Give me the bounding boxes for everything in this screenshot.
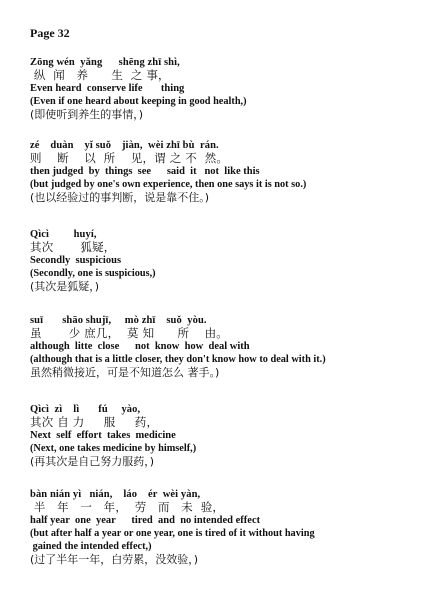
- modern-chinese-line: 虽然稍微接近，可是不知道怎么 著手。): [30, 366, 220, 379]
- chinese-line: 则 断 以 所 见，谓 之 不 然。: [30, 151, 229, 165]
- verse-block: [30, 56, 419, 121]
- verse-block: [30, 403, 419, 468]
- modern-chinese-line: (过了半年一年，白劳累，没效验，): [30, 553, 199, 566]
- gloss-line: Next self effort takes medicine: [30, 430, 176, 441]
- translation-line: (although that is a little closer, they don't know how to deal with it.): [30, 354, 326, 365]
- translation-line: (but judged by one's own experience, then one says it is not so.): [30, 179, 307, 190]
- translation-line: (Secondly, one is suspicious,): [30, 268, 156, 279]
- modern-chinese-line: (其次是狐疑，): [30, 280, 100, 293]
- translation-line-continued: gained the intended effect,): [30, 541, 152, 552]
- chinese-line: 半 年 一 年， 劳 而 未 验，: [30, 500, 225, 514]
- gloss-line: although litte close not know how deal with: [30, 341, 250, 352]
- verse-block: [30, 139, 419, 204]
- page-number: Page 32: [30, 26, 70, 40]
- pinyin-line: zé duàn yǐ suǒ jiàn, wèi zhī bù rán.: [30, 140, 219, 151]
- modern-chinese-line: (再其次是自己努力服药，): [30, 455, 155, 468]
- pinyin-line: bàn nián yì nián, láo ér wèi yàn,: [30, 489, 201, 500]
- gloss-line: Secondly suspicious: [30, 255, 122, 266]
- translation-line: (Next, one takes medicine by himself,): [30, 443, 197, 454]
- chinese-line: 纵 闻 养 生 之 事，: [30, 68, 170, 82]
- chinese-line: 其次 狐疑，: [30, 240, 116, 254]
- chinese-line: 虽 少 庶几， 莫 知 所 由。: [30, 326, 228, 340]
- modern-chinese-line: (即使听到养生的事情，): [30, 108, 144, 121]
- translation-line: (but after half a year or one year, one is tired of it without having: [30, 528, 315, 539]
- chinese-line: 其次 自 力 服 药，: [30, 415, 159, 429]
- gloss-line: Even heard conserve life thing: [30, 83, 185, 94]
- pinyin-line: suī shāo shujī, mò zhī suǒ yòu.: [30, 315, 207, 326]
- pinyin-line: Qìcì huyí,: [30, 229, 97, 240]
- gloss-line: half year one year tired and no intended effect: [30, 515, 261, 526]
- verse-block: [30, 228, 419, 293]
- translation-line: (Even if one heard about keeping in good health,): [30, 96, 247, 107]
- verse-block: [30, 314, 419, 379]
- verse-block: [30, 488, 419, 566]
- pinyin-line: Zōng wén yǎng shēng zhī shì,: [30, 57, 180, 68]
- gloss-line: then judged by things see said it not like this: [30, 166, 260, 177]
- modern-chinese-line: (也以经验过的事判断，说是靠不住。): [30, 191, 210, 204]
- pinyin-line: Qìcì zì lì fú yào,: [30, 404, 141, 415]
